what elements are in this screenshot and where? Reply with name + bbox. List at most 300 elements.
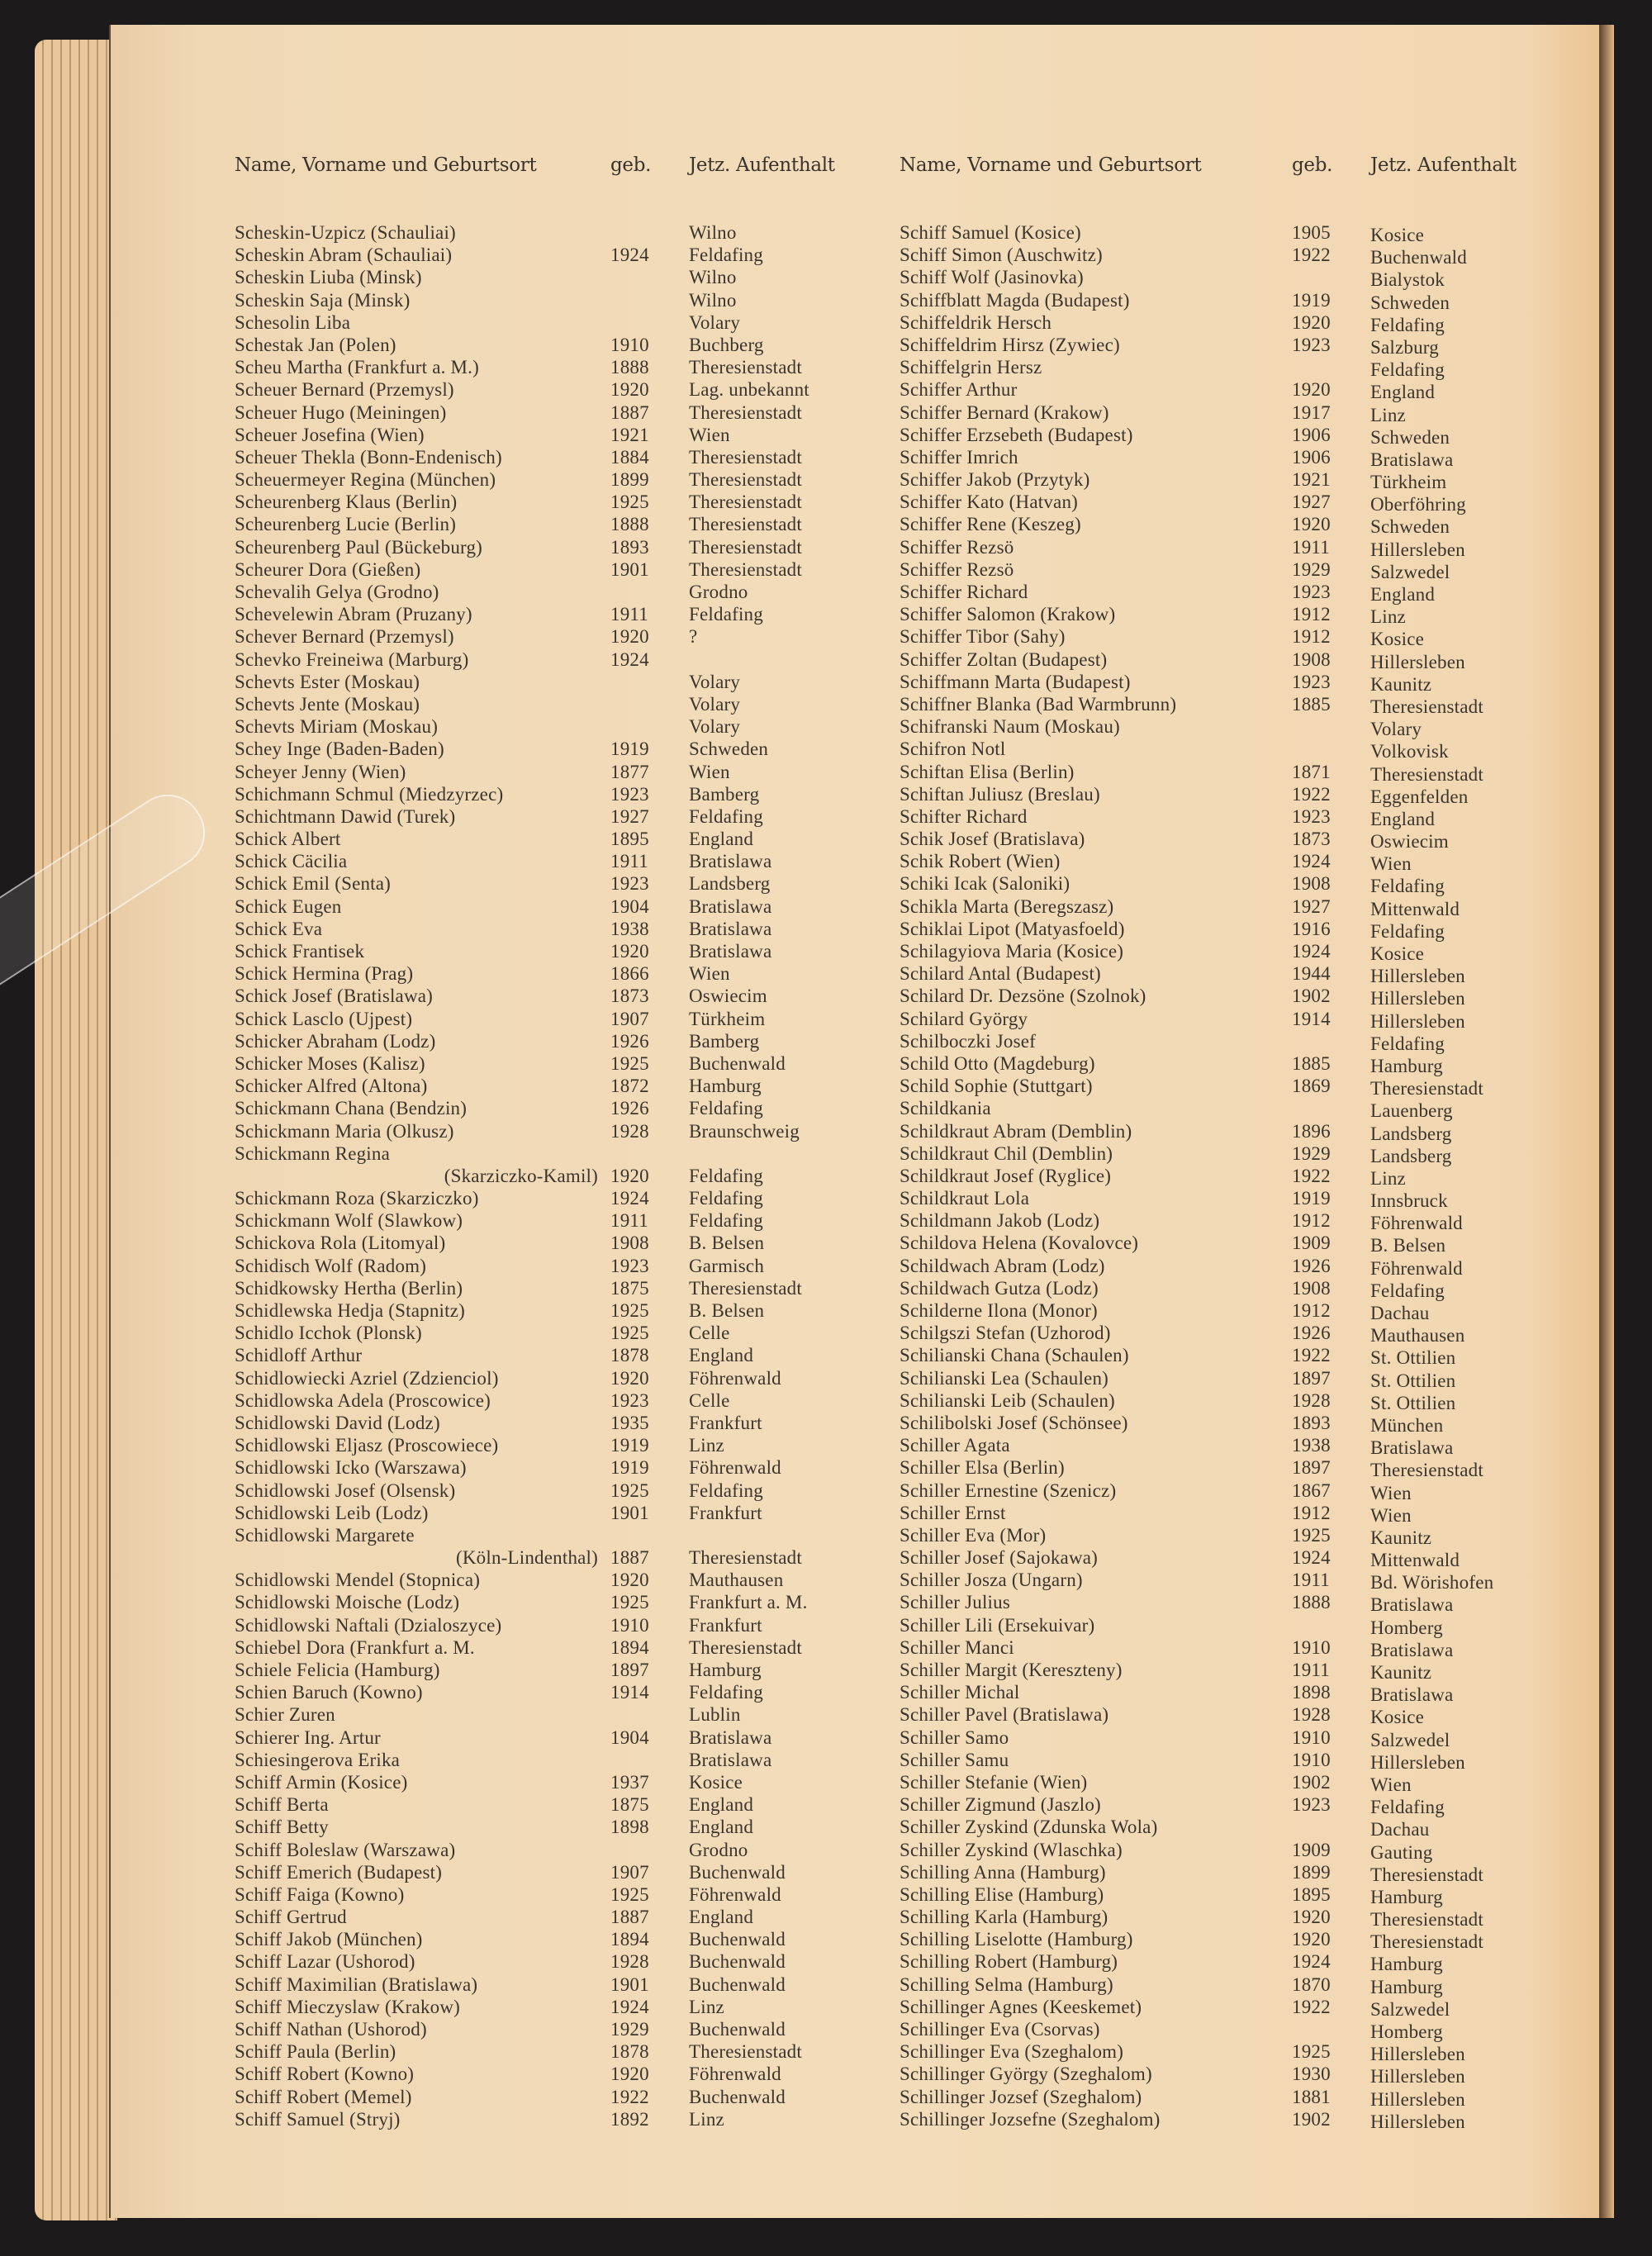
entry-name: Schiftan Juliusz (Breslau) (900, 783, 1100, 805)
list-item (235, 1749, 879, 1771)
entry-name: Schevts Ester (Moskau) (235, 671, 420, 692)
list-item (235, 1367, 879, 1389)
entry-name: Schilling Liselotte (Hamburg) (900, 1929, 1133, 1950)
list-item (235, 1793, 879, 1816)
entry-name: Schifter Richard (900, 805, 1028, 827)
entry-name: Schiffer Richard (900, 582, 1028, 602)
list-item (235, 1120, 879, 1142)
entry-name: Schifron Notl (900, 739, 1006, 760)
list-item (900, 715, 1577, 738)
entry-location: England (689, 1345, 754, 1366)
entry-name: Schiff Nathan (Ushorod) (235, 2019, 427, 2040)
entry-location: Linz (1370, 404, 1406, 425)
list-item (235, 1681, 879, 1703)
entry-location: Landsberg (689, 873, 771, 895)
entry-birth-year: 1870 (1292, 1973, 1331, 1995)
list-item (235, 1165, 879, 1187)
list-item (900, 1569, 1577, 1591)
entry-name: Schiller Pavel (Bratislawa) (900, 1704, 1109, 1726)
entry-name: Schever Bernard (Przemysl) (235, 626, 454, 648)
entry-birth-year: 1906 (1292, 446, 1331, 468)
entry-name: Schilibolski Josef (Schönsee) (900, 1412, 1128, 1433)
entry-name: Schickmann Regina (235, 1142, 390, 1164)
entry-name: (Köln-Lindenthal) (455, 1547, 598, 1569)
list-item (235, 895, 879, 918)
entry-name: Schidisch Wolf (Radom) (235, 1255, 427, 1276)
entry-birth-year: 1897 (1292, 1457, 1331, 1479)
entry-location: Kosice (1370, 629, 1425, 650)
entry-location: Gauting (1370, 1841, 1433, 1863)
entry-birth-year: 1923 (610, 1255, 649, 1276)
list-item (235, 558, 879, 581)
entry-birth-year: 1922 (1292, 783, 1331, 805)
list-item (900, 446, 1577, 468)
list-item (235, 1569, 879, 1591)
entry-location: Theresienstadt (1370, 1864, 1483, 1885)
entry-birth-year: 1908 (1292, 648, 1331, 670)
entry-birth-year: 1871 (1292, 761, 1331, 782)
entry-location: Hillersleben (1370, 2066, 1465, 2087)
entry-name: Schick Albert (235, 829, 341, 850)
list-item (900, 872, 1577, 895)
entry-name: Scheuer Josefina (Wien) (235, 424, 425, 445)
entry-name: Schilling Anna (Hamburg) (900, 1861, 1106, 1883)
entry-birth-year: 1920 (610, 1367, 649, 1389)
entry-birth-year: 1920 (610, 941, 649, 962)
entry-birth-year: 1920 (610, 626, 649, 648)
entry-location: Bratislawa (1370, 449, 1454, 470)
list-item (900, 1322, 1577, 1344)
entry-name: Schillinger Eva (Szeghalom) (900, 2041, 1124, 2063)
entry-name: Schiller Margit (Kereszteny) (900, 1660, 1123, 1680)
list-item (900, 1681, 1577, 1706)
entry-birth-year: 1911 (610, 851, 648, 872)
entry-location: Feldafing (689, 1098, 763, 1119)
entry-location: Mauthausen (689, 1570, 784, 1591)
entry-birth-year: 1925 (610, 1323, 649, 1344)
entry-name: Schiff Armin (Kosice) (235, 1771, 408, 1793)
list-item (900, 1793, 1577, 1816)
entry-name: Schidlowski Eljasz (Proscowiece) (235, 1435, 499, 1456)
header-name: Name, Vorname und Geburtsort (900, 154, 1202, 176)
entry-name: Schiffeldrim Hirsz (Zywiec) (900, 334, 1120, 355)
entry-name: Schifranski Naum (Moskau) (900, 716, 1120, 738)
entry-name: Schildmann Jakob (Lodz) (900, 1210, 1100, 1232)
list-item (235, 2018, 879, 2040)
entry-location: Linz (1370, 1167, 1406, 1189)
entry-location: Kosice (1370, 1707, 1425, 1728)
list-item (235, 424, 879, 446)
list-item (900, 2018, 1577, 2040)
entry-location (689, 1142, 879, 1165)
list-item (235, 625, 879, 648)
entry-name: Schickova Rola (Litomyal) (235, 1232, 446, 1254)
entry-name: Scheurenberg Paul (Bückeburg) (235, 536, 483, 558)
entry-location: Wilno (689, 289, 737, 311)
entry-name: Schiffer Imrich (900, 446, 1018, 468)
list-item (900, 244, 1577, 266)
entry-birth-year: 1919 (610, 1435, 649, 1456)
entry-birth-year: 1924 (1292, 851, 1331, 872)
entry-birth-year: 1911 (610, 604, 648, 625)
entry-location: Landsberg (1370, 1145, 1452, 1166)
entry-name: Schicker Alfred (Altona) (235, 1076, 428, 1097)
entry-name: Schickmann Chana (Bendzin) (235, 1098, 468, 1119)
entry-location: Volary (689, 693, 741, 715)
entry-name: Schiller Josza (Ungarn) (900, 1570, 1083, 1591)
entry-name: Schiller Ernst (900, 1502, 1006, 1523)
entry-name: Schevko Freineiwa (Marburg) (235, 648, 469, 670)
entry-name: Schidloff Arthur (235, 1345, 363, 1366)
entry-location: Theresienstadt (1370, 1931, 1483, 1953)
entry-birth-year: 1911 (1292, 1570, 1330, 1591)
entry-birth-year: 1924 (610, 648, 649, 670)
entry-location: Salzwedel (1370, 1729, 1450, 1750)
entry-birth-year: 1920 (1292, 514, 1331, 535)
entry-location: Föhrenwald (1370, 1257, 1463, 1279)
entry-location: England (1370, 584, 1436, 605)
entry-birth-year (1292, 715, 1370, 738)
entry-name: Schiller Josef (Sajokawa) (900, 1547, 1099, 1569)
list-item (900, 1906, 1577, 1931)
entry-location: Theresienstadt (689, 1277, 802, 1299)
entry-name: Schiesingerova Erika (235, 1749, 401, 1770)
list-item (235, 581, 879, 603)
entry-birth-year: 1887 (610, 1907, 649, 1928)
list-item (235, 1052, 879, 1075)
entry-birth-year: 1881 (1292, 2086, 1331, 2107)
entry-location: England (689, 829, 754, 850)
entry-location: B. Belsen (1370, 1235, 1446, 1256)
entry-name: Schik Robert (Wien) (900, 851, 1061, 872)
entry-birth-year: 1923 (610, 1389, 649, 1411)
entry-location: Volary (689, 671, 741, 692)
list-item (900, 1973, 1577, 1996)
entry-name: Schidlowski Naftali (Dzialoszyce) (235, 1614, 502, 1636)
entry-birth-year (610, 221, 689, 244)
entry-location: Landsberg (1370, 1123, 1452, 1144)
list-item (900, 266, 1577, 291)
entry-birth-year: 1922 (1292, 1996, 1331, 2017)
list-item (900, 289, 1577, 311)
entry-location: Hillersleben (1370, 1751, 1465, 1773)
entry-name: Schestak Jan (Polen) (235, 334, 396, 355)
entry-birth-year: 1875 (610, 1794, 649, 1816)
entry-birth-year: 1923 (610, 873, 649, 895)
list-item (235, 1816, 879, 1838)
entry-name: Schilianski Lea (Schaulen) (900, 1367, 1109, 1389)
entry-name: Schiffer Erzsebeth (Budapest) (900, 424, 1133, 445)
list-item (235, 1008, 879, 1030)
list-item (900, 468, 1577, 491)
entry-name: Schidlowski Mendel (Stopnica) (235, 1570, 481, 1591)
entry-location: Feldafing (689, 245, 763, 266)
left-column-header (235, 149, 879, 182)
list-item (235, 334, 879, 356)
entry-location: Lag. unbekannt (689, 379, 809, 401)
list-item (235, 244, 879, 266)
entry-birth-year: 1935 (610, 1412, 649, 1433)
entry-name: Schiller Samu (900, 1749, 1009, 1770)
entry-location: Feldafing (1370, 1033, 1445, 1054)
entry-location: Feldafing (1370, 1797, 1445, 1818)
entry-name: Schicker Moses (Kalisz) (235, 1052, 425, 1074)
entry-birth-year: 1919 (1292, 1188, 1331, 1209)
entry-name: Schiffeldrik Hersch (900, 311, 1052, 333)
entry-location: Theresienstadt (689, 536, 802, 558)
entry-birth-year: 1920 (610, 1165, 649, 1186)
entry-birth-year: 1919 (610, 739, 649, 760)
entry-birth-year: 1912 (1292, 1502, 1331, 1523)
list-item (900, 1502, 1577, 1524)
entry-birth-year: 1897 (1292, 1367, 1331, 1389)
entry-birth-year: 1929 (610, 2019, 649, 2040)
entry-birth-year: 1920 (1292, 1907, 1331, 1928)
entry-birth-year: 1904 (610, 1726, 649, 1748)
entry-birth-year: 1914 (610, 1682, 649, 1703)
entry-birth-year: 1873 (610, 986, 649, 1007)
entry-birth-year: 1901 (610, 558, 649, 580)
entry-birth-year: 1924 (1292, 1547, 1331, 1569)
entry-name: Schiller Elsa (Berlin) (900, 1457, 1065, 1479)
entry-name: Schilling Elise (Hamburg) (900, 1883, 1104, 1905)
entry-name: Scheskin Liuba (Minsk) (235, 267, 422, 288)
entry-birth-year: 1888 (610, 514, 649, 535)
entry-location: Kaunitz (1370, 673, 1432, 695)
entry-location: Wien (1370, 1504, 1412, 1526)
entry-birth-year: 1910 (1292, 1726, 1331, 1748)
entry-location: Homberg (1370, 2021, 1443, 2042)
list-item (900, 356, 1577, 381)
entry-location: Theresienstadt (689, 514, 802, 535)
list-item (235, 1546, 879, 1569)
list-item (235, 1996, 879, 2018)
list-item (235, 401, 879, 424)
entry-location: Hamburg (1370, 1886, 1443, 1907)
list-item (235, 962, 879, 985)
entry-name: Schiffer Rene (Keszeg) (900, 514, 1081, 535)
entry-birth-year: 1928 (610, 1951, 649, 1973)
entry-birth-year: 1904 (610, 895, 649, 917)
entry-birth-year: 1912 (1292, 604, 1331, 625)
entry-location: Theresienstadt (689, 469, 802, 491)
entry-birth-year: 1916 (1292, 918, 1331, 939)
list-item (900, 1142, 1577, 1165)
list-item (235, 1659, 879, 1681)
list-item (235, 468, 879, 491)
entry-birth-year (1292, 1030, 1370, 1052)
entry-location: Föhrenwald (689, 2064, 781, 2085)
entry-name: Schiller Eva (Mor) (900, 1524, 1047, 1546)
entry-name: Schiff Robert (Kowno) (235, 2064, 415, 2085)
entry-location: England (689, 1794, 754, 1816)
entry-location: Mauthausen (1370, 1325, 1465, 1346)
entry-location: Hamburg (1370, 1976, 1443, 1997)
entry-location: Mittenwald (1370, 898, 1460, 919)
entry-birth-year: 1922 (1292, 1345, 1331, 1366)
list-item (235, 1322, 879, 1344)
entry-name: Schidlowski Icko (Warszawa) (235, 1457, 467, 1479)
entry-birth-year: 1920 (1292, 379, 1331, 401)
book-page-edges (35, 40, 117, 2220)
entry-name: Schiffblatt Magda (Budapest) (900, 289, 1130, 311)
entry-location: Theresienstadt (1370, 763, 1483, 785)
entry-name: Schilard Dr. Dezsöne (Szolnok) (900, 986, 1146, 1007)
list-item (900, 1591, 1577, 1616)
entry-birth-year: 1894 (610, 1636, 649, 1658)
entry-name: Schick Lasclo (Ujpest) (235, 1008, 413, 1029)
list-item (235, 1861, 879, 1883)
entry-birth-year (1292, 356, 1370, 378)
entry-name: Schick Eva (235, 918, 323, 939)
entry-name: Schikla Marta (Beregszasz) (900, 895, 1114, 917)
entry-birth-year: 1910 (610, 1614, 649, 1636)
list-item (235, 1726, 879, 1749)
entry-name: Schiller Julius (900, 1592, 1010, 1613)
list-item (235, 1928, 879, 1950)
entry-birth-year: 1896 (1292, 1120, 1331, 1142)
list-item (900, 1950, 1577, 1973)
list-item (900, 1749, 1577, 1771)
entry-birth-year: 1887 (610, 401, 649, 423)
entry-birth-year: 1914 (1292, 1008, 1331, 1029)
entry-birth-year: 1926 (610, 1030, 649, 1052)
entry-name: Schilgszi Stefan (Uzhorod) (900, 1323, 1111, 1344)
entry-name: Schildkania (900, 1098, 991, 1119)
entry-birth-year: 1921 (1292, 469, 1331, 491)
entry-location: Schweden (689, 739, 769, 760)
list-item (900, 693, 1577, 715)
list-item (900, 761, 1577, 783)
entry-birth-year: 1925 (610, 1479, 649, 1501)
entry-birth-year: 1924 (1292, 941, 1331, 962)
entry-name: Schiff Betty (235, 1817, 329, 1838)
list-item (900, 1839, 1577, 1861)
entry-birth-year: 1938 (1292, 1435, 1331, 1456)
list-item (235, 1412, 879, 1434)
entry-birth-year: 1898 (1292, 1682, 1331, 1703)
entry-location: Kosice (1370, 943, 1425, 964)
list-item (900, 1367, 1577, 1389)
entry-name: Schiftan Elisa (Berlin) (900, 761, 1075, 782)
entry-name: Schien Baruch (Kowno) (235, 1682, 423, 1703)
entry-location: Theresienstadt (689, 1547, 802, 1569)
list-item (900, 311, 1577, 334)
entry-name: Schiff Wolf (Jasinovka) (900, 267, 1084, 288)
list-item (235, 805, 879, 828)
entry-birth-year: 1924 (610, 1188, 649, 1209)
entry-location: Bratislawa (689, 1726, 772, 1748)
entry-birth-year: 1893 (610, 536, 649, 558)
entry-name: Schiff Samuel (Stryj) (235, 2108, 401, 2130)
list-item (235, 918, 879, 940)
entry-location: Buchenwald (689, 1052, 786, 1074)
list-item (235, 1973, 879, 1996)
list-item (900, 1928, 1577, 1953)
entry-name: Schick Eugen (235, 895, 342, 917)
entry-location: Frankfurt (689, 1502, 762, 1523)
entry-location: Theresienstadt (689, 492, 802, 513)
entry-birth-year: 1923 (1292, 805, 1331, 827)
list-item (235, 311, 879, 334)
entry-birth-year: 1926 (1292, 1255, 1331, 1276)
entry-birth-year: 1893 (1292, 1412, 1331, 1433)
entry-name: Schevts Miriam (Moskau) (235, 716, 439, 738)
list-item (235, 2063, 879, 2085)
entry-location: Föhrenwald (689, 1883, 781, 1905)
entry-birth-year: 1929 (1292, 1142, 1331, 1164)
list-item (235, 289, 879, 311)
entry-location: B. Belsen (689, 1232, 765, 1254)
entry-location: Kaunitz (1370, 1662, 1432, 1683)
entry-birth-year (1292, 1614, 1370, 1636)
entry-name: Schilard Antal (Budapest) (900, 963, 1101, 985)
entry-location: Wien (689, 963, 730, 985)
list-item (900, 536, 1577, 558)
entry-birth-year: 1866 (610, 963, 649, 985)
list-item (900, 1883, 1577, 1906)
entry-name: Schildkraut Chil (Demblin) (900, 1142, 1113, 1164)
entry-birth-year: 1927 (1292, 895, 1331, 917)
entry-name: Schilderne Ilona (Monor) (900, 1300, 1098, 1321)
entry-name: Schiffer Rezsö (900, 558, 1014, 580)
entry-birth-year: 1885 (1292, 1052, 1331, 1074)
right-column-header (900, 149, 1577, 182)
list-item (900, 2040, 1577, 2063)
list-item (235, 1502, 879, 1524)
entry-location: München (1370, 1414, 1444, 1436)
entry-name: Schiki Icak (Saloniki) (900, 873, 1070, 895)
entry-name: Schillinger György (Szeghalom) (900, 2064, 1152, 2085)
entry-name: Schiff Berta (235, 1794, 329, 1816)
entry-birth-year: 1908 (1292, 1277, 1331, 1299)
entry-birth-year: 1911 (1292, 536, 1330, 558)
list-item (900, 491, 1577, 513)
entry-name: Schick Cäcilia (235, 851, 348, 872)
entry-location: Bratislawa (689, 918, 772, 939)
list-item (900, 1434, 1577, 1459)
list-item (900, 783, 1577, 805)
entry-birth-year: 1920 (1292, 311, 1331, 333)
list-item (235, 872, 879, 895)
entry-birth-year: 1922 (610, 2086, 649, 2107)
entry-name: Schiller Ernestine (Szenicz) (900, 1479, 1117, 1501)
entry-location: Wien (1370, 1774, 1412, 1795)
entry-name: Schickmann Roza (Skarziczko) (235, 1188, 479, 1209)
entry-name: Schildkraut Abram (Demblin) (900, 1120, 1132, 1142)
entry-birth-year: 1926 (610, 1098, 649, 1119)
entry-name: Schiffmann Marta (Budapest) (900, 671, 1131, 692)
entry-birth-year: 1928 (1292, 1704, 1331, 1726)
list-item (900, 1052, 1577, 1075)
entry-location: Bratislawa (689, 1749, 772, 1770)
entry-birth-year: 1911 (610, 1210, 648, 1232)
entry-location: B. Belsen (689, 1300, 765, 1321)
entry-name: Schidkowsky Hertha (Berlin) (235, 1277, 463, 1299)
list-item (235, 1950, 879, 1973)
entry-name: Schiffer Salomon (Krakow) (900, 604, 1116, 625)
entry-location: Dachau (1370, 1303, 1430, 1323)
entry-name: Schidlowiecki Azriel (Zdzienciol) (235, 1367, 499, 1389)
entry-birth-year (610, 1142, 689, 1165)
list-item (900, 1659, 1577, 1681)
entry-location: Bratislawa (1370, 1639, 1454, 1660)
entry-birth-year: 1925 (610, 1883, 649, 1905)
list-item (900, 1120, 1577, 1142)
entry-location: Buchenwald (689, 2019, 786, 2040)
list-item (900, 828, 1577, 853)
entry-name: Schiller Michal (900, 1682, 1020, 1703)
